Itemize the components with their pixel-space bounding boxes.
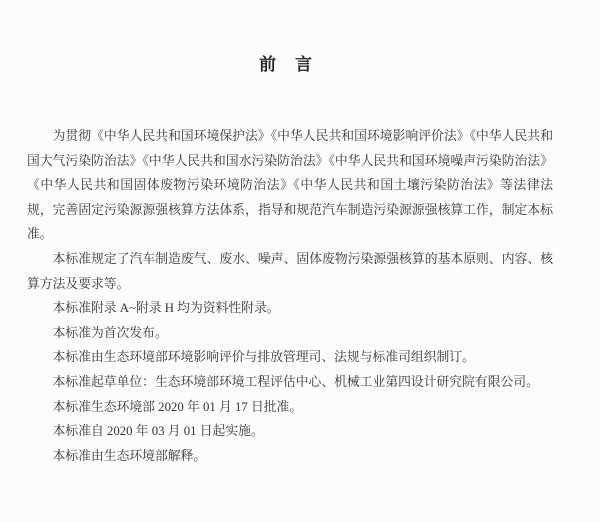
paragraph-drafting-units: 本标准起草单位：生态环境部环境工程评估中心、机械工业第四设计研究院有限公司。	[52, 374, 539, 389]
paragraph-organizer: 本标准由生态环境部环境影响评价与排放管理司、法规与标准司组织制订。	[52, 350, 475, 365]
paragraph-implementation-date: 本标准自 2020 年 03 月 01 日起实施。	[52, 424, 264, 439]
paragraph-first-release: 本标准为首次发布。	[52, 325, 168, 340]
document-body	[27, 124, 553, 468]
page-title: 前 言	[259, 55, 313, 74]
paragraph-appendices: 本标准附录 A~附录 H 均为资料性附录。	[52, 301, 280, 316]
paragraph-scope: 本标准规定了汽车制造废气、废水、噪声、固体废物污染源强核算的基本原则、内容、核算方法及要求等。	[27, 251, 553, 291]
paragraph-approval-date: 本标准生态环境部 2020 年 01 月 17 日批准。	[52, 399, 303, 414]
paragraph-interpretation: 本标准由生态环境部解释。	[52, 448, 207, 463]
paragraph-legal-basis: 为贯彻《中华人民共和国环境保护法》《中华人民共和国环境影响评价法》《中华人民共和国大气污染防治法》《中华人民共和国水污染防治法》《中华人民共和国环境噪声污染防治法》《中华人民共和国固体废物污染环境防治法》《中华人民共和国土壤污染防治法》等法律法规，完善固定污染源源强核算方法体系，指导和规范汽车制造污染源源强核算工作，制定本标准。	[27, 129, 553, 242]
